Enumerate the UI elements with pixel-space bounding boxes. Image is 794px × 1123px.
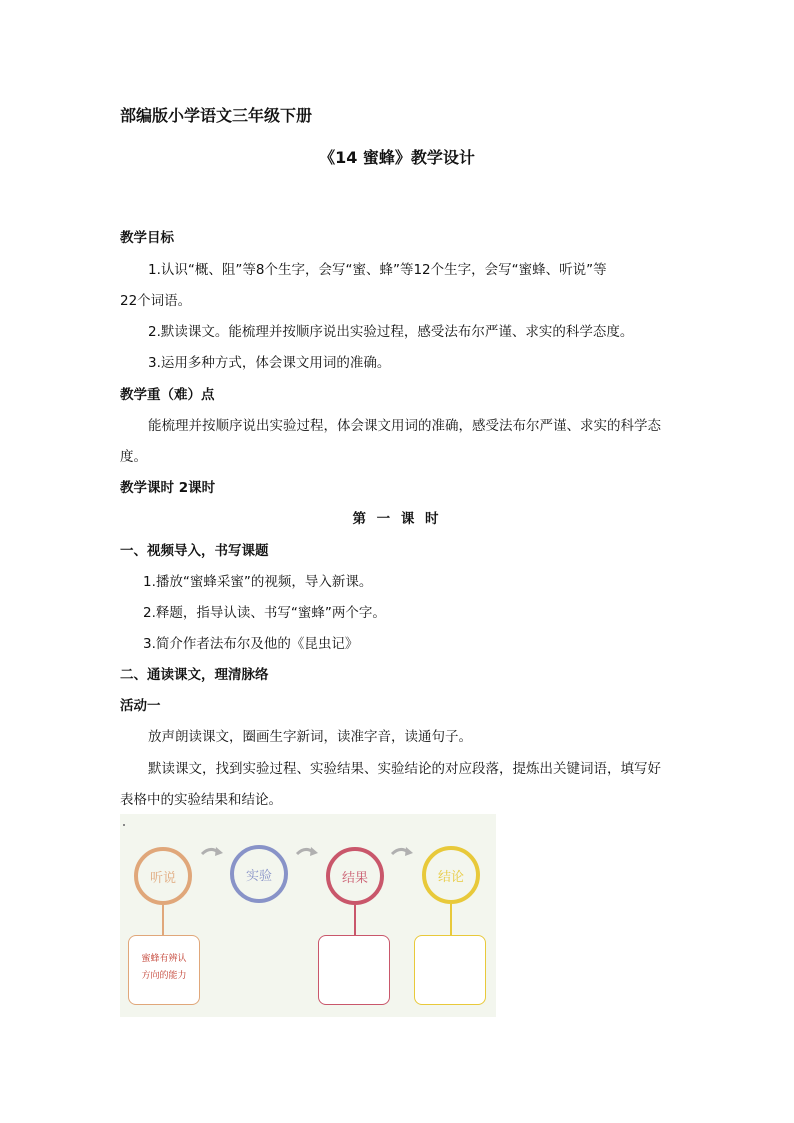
key-points-text: 能梳理并按顺序说出实验过程，体会课文用词的准确，感受法布尔严谨、求实的科学态 [148,418,661,434]
arrow-icon [390,844,414,860]
section1-heading: 一、视频导入，书写课题 [120,543,269,559]
node-conclusion [422,846,480,904]
section2-para-1: 放声朗读课文，圈画生字新词，读准字音，读通句子。 [148,729,472,745]
key-points-heading: 教学重（难）点 [120,387,215,403]
node-result-label: 结果 [341,870,368,886]
section2-para-2-cont: 表格中的实验结果和结论。 [120,792,282,808]
experiment-flow-diagram [120,814,496,1017]
section2-para-2: 默读课文，找到实验过程、实验结果、实验结论的对应段落，提炼出关键词语，填写好 [148,761,661,777]
activity-label: 活动一 [120,698,161,714]
key-points-text-cont: 度。 [120,449,147,465]
goal-item-1-cont: 22个词语。 [120,293,192,309]
goal-item-2: 2.默读课文。能梳理并按顺序说出实验过程，感受法布尔严谨、求实的科学态度。 [148,324,634,340]
node-experiment [230,845,288,903]
section1-item-1: 1.播放“蜜蜂采蜜”的视频，导入新课。 [143,574,373,590]
node-conclusion-label: 结论 [437,869,464,885]
node-hearsay-label: 听说 [149,870,176,886]
conclusion-box[interactable] [414,935,486,1005]
lesson-title: 第 一 课 时 [352,511,442,527]
corner-mark [123,824,125,826]
section1-item-3: 3.简介作者法布尔及他的《昆虫记》 [143,636,359,652]
goal-item-3: 3.运用多种方式，体会课文用词的准确。 [148,355,391,371]
connector-line [162,905,164,935]
result-box[interactable] [318,935,390,1005]
document-title: 《14 蜜蜂》教学设计 [319,148,475,167]
node-hearsay [134,847,192,905]
section2-heading: 二、通读课文，理清脉络 [120,667,269,683]
grade-label: 部编版小学语文三年级下册 [120,106,313,125]
node-experiment-label: 实验 [245,868,272,884]
goal-item-1: 1.认识“概、阻”等8个生字，会写“蜜、蜂”等12个生字，会写“蜜蜂、听说”等 [148,262,607,278]
hearsay-box-text: 蜜蜂有辨认 方向的能力 [141,954,187,981]
goals-heading: 教学目标 [120,230,174,246]
arrow-icon [295,844,319,860]
hearsay-box [128,935,200,1005]
connector-line [354,905,356,935]
section1-item-2: 2.释题，指导认读、书写“蜜蜂”两个字。 [143,605,386,621]
node-result [326,847,384,905]
connector-line [450,904,452,935]
teaching-hours: 教学课时 2课时 [120,480,216,496]
arrow-icon [200,844,224,860]
